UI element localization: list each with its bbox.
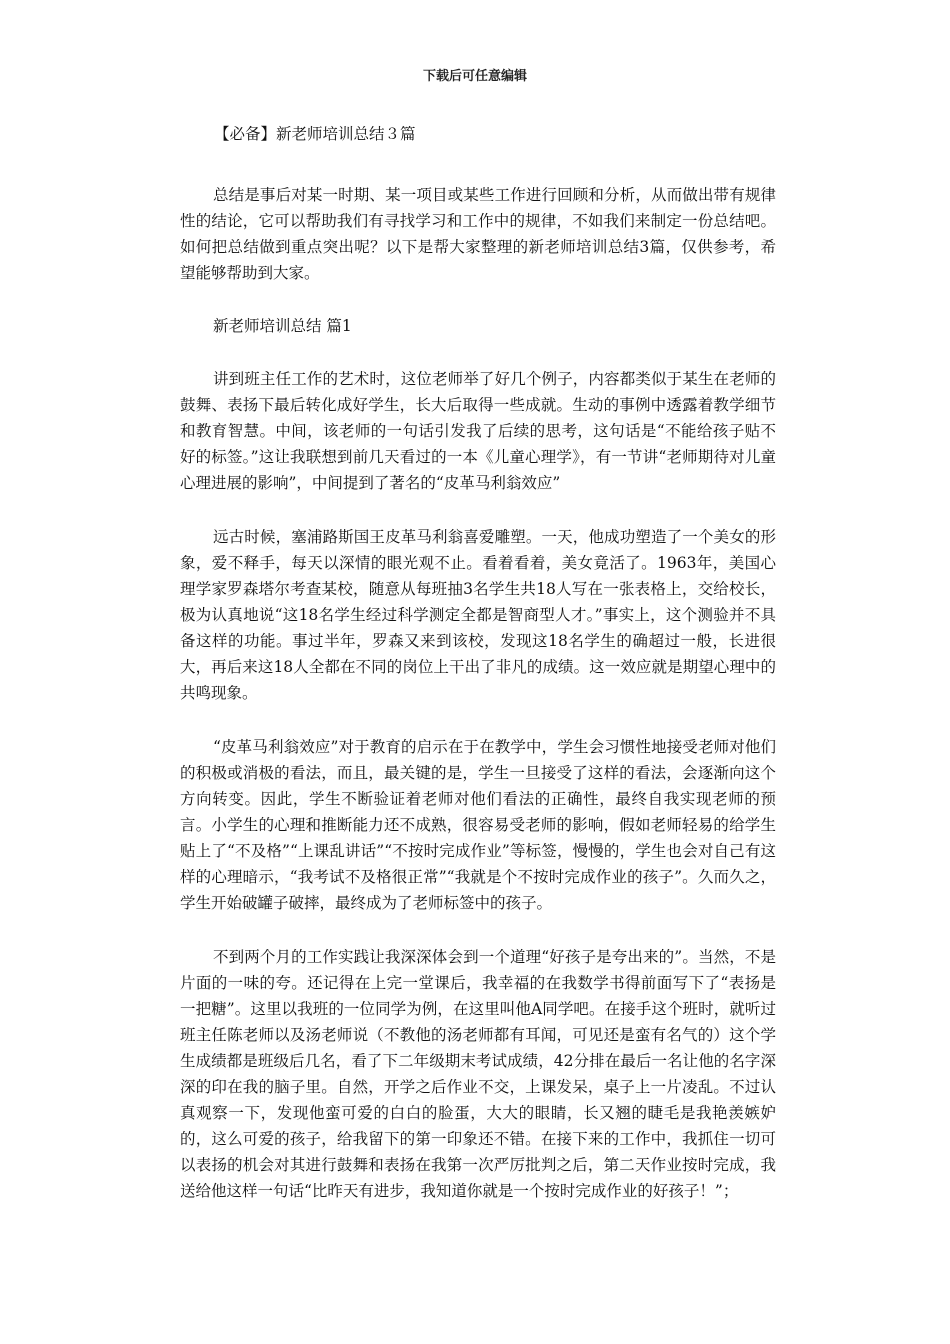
document-title: 【必备】新老师培训总结３篇 bbox=[214, 125, 416, 143]
download-note: 下载后可任意编辑 bbox=[422, 69, 527, 84]
intro-paragraph: 总结是事后对某一时期、某一项目或某些工作进行回顾和分析，从而做出带有规律性的结论，它可以帮助我们有寻找学习和工作中的规律，不如我们来制定一份总结吧。如何把总结做到重点突出呢？以下是帮大家整理的新老师培训总结3篇，仅供参考，希望能够帮助到大家。 bbox=[180, 186, 776, 282]
body-paragraph: 不到两个月的工作实践让我深深体会到一个道理“好孩子是夸出来的”。当然，不是片面的一味的夸。还记得在上完一堂课后，我幸福的在我数学书得前面写下了“表扬是一把糖”。这里以我班的一位同学为例，在这里叫他A同学吧。在接手这个班时，就听过班主任陈老师以及汤老师说（不教他的汤老师都有耳闻，可见还是蛮有名气的）这个学生成绩都是班级后几名，看了下二年级期末考试成绩，42分排在最后一名让他的名字深深的印在我的脑子里。自然，开学之后作业不交，上课发呆，桌子上一片凌乱。不过认真观察一下，发现他蛮可爱的白白的脸蛋，大大的眼睛，长又翘的睫毛是我艳羡嫉妒的，这么可爱的孩子，给我留下的第一印象还不错。在接下来的工作中，我抓住一切可以表扬的机会对其进行鼓舞和表扬在我第一次严厉批判之后，第二天作业按时完成，我送给他这样一句话“比昨天有进步，我知道你就是一个按时完成作业的好孩子！”； bbox=[180, 948, 776, 1200]
body-paragraph: 讲到班主任工作的艺术时，这位老师举了好几个例子，内容都类似于某生在老师的鼓舞、表扬下最后转化成好学生，长大后取得一些成就。生动的事例中透露着教学细节和教育智慧。中间，该老师的一句话引发我了后续的思考，这句话是“不能给孩子贴不好的标签。”这让我联想到前几天看过的一本《儿童心理学》，有一节讲“老师期待对儿童心理进展的影响”，中间提到了著名的“皮革马利翁效应” bbox=[180, 370, 776, 492]
body-paragraph: 远古时候，塞浦路斯国王皮革马利翁喜爱雕塑。一天，他成功塑造了一个美女的形象，爱不释手，每天以深情的眼光观不止。看着看着，美女竟活了。1963年，美国心理学家罗森塔尔考查某校，随意从每班抽3名学生共18人写在一张表格上，交给校长，极为认真地说“这18名学生经过科学测定全都是智商型人才。”事实上，这个测验并不具备这样的功能。事过半年，罗森又来到该校，发现这18名学生的确超过一般，长进很大，再后来这18人全都在不同的岗位上干出了非凡的成绩。这一效应就是期望心理中的共鸣现象。 bbox=[180, 528, 776, 702]
section-heading: 新老师培训总结 篇1 bbox=[213, 317, 352, 335]
document-body bbox=[180, 122, 776, 1232]
body-paragraph: “皮革马利翁效应”对于教育的启示在于在教学中，学生会习惯性地接受老师对他们的积极或消极的看法，而且，最关键的是，学生一旦接受了这样的看法，会逐渐向这个方向转变。因此，学生不断验证着老师对他们看法的正确性，最终自我实现老师的预言。小学生的心理和推断能力还不成熟，很容易受老师的影响，假如老师轻易的给学生贴上了“不及格”“上课乱讲话”“不按时完成作业”等标签，慢慢的，学生也会对自己有这样的心理暗示，“我考试不及格很正常”“我就是个不按时完成作业的孩子”。久而久之，学生开始破罐子破摔，最终成为了老师标签中的孩子。 bbox=[180, 738, 776, 912]
